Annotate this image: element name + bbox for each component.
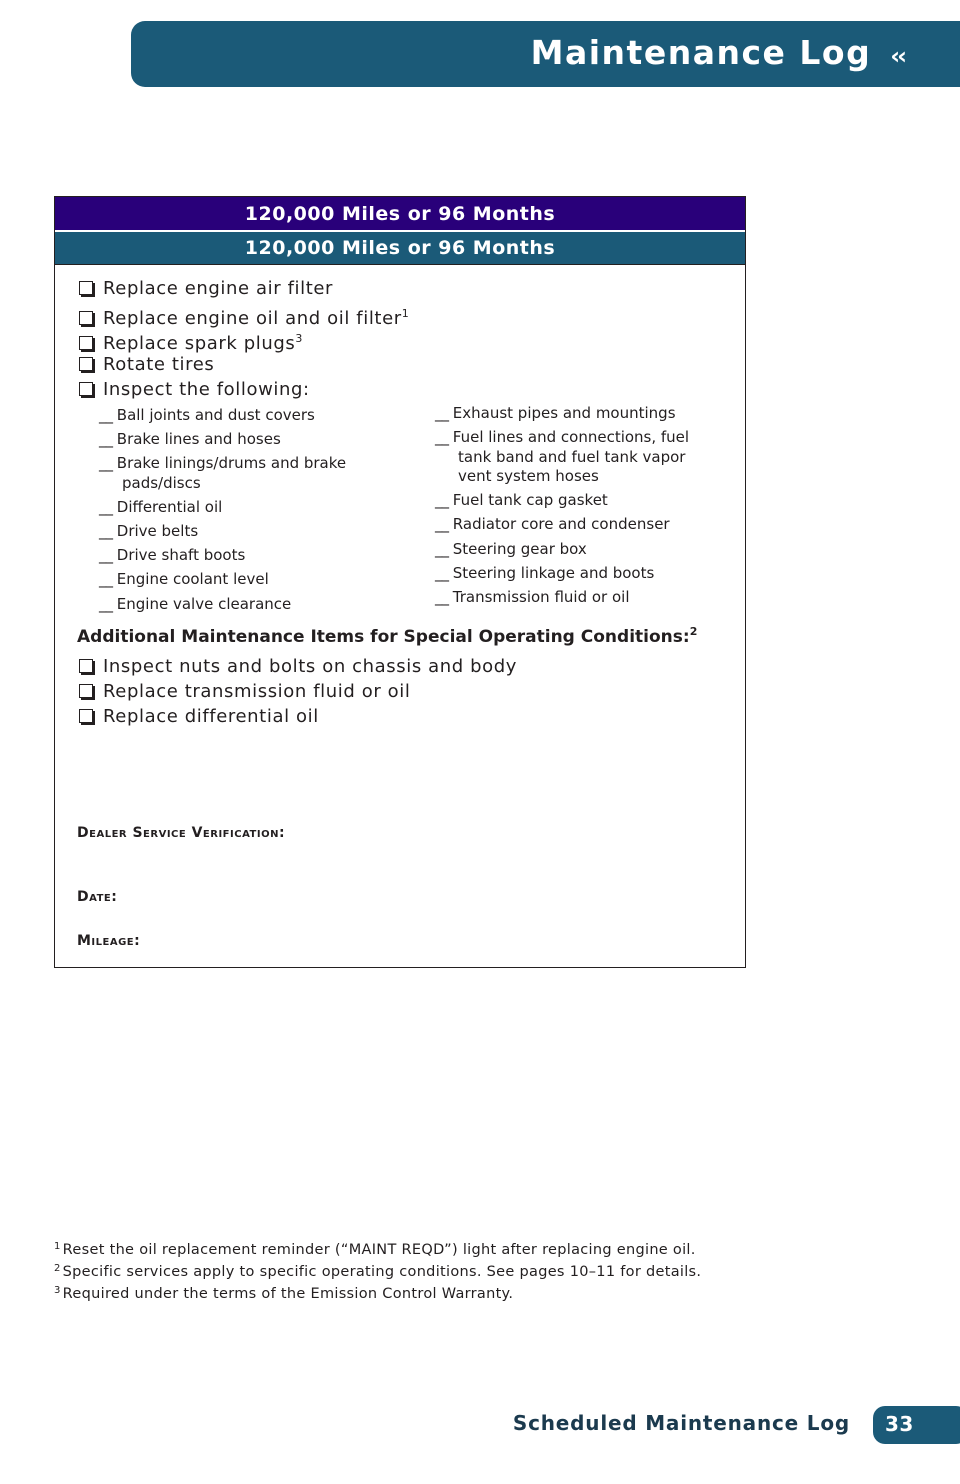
double-chevron-left-icon: ‹‹: [890, 42, 904, 70]
additional-task-item[interactable]: [79, 679, 410, 704]
inspect-item: __ Brake lines and hoses: [99, 430, 281, 448]
page-title: [531, 30, 904, 79]
inspect-item: __ Drive belts: [99, 522, 199, 540]
mileage-label: Mileage:: [77, 933, 141, 949]
checkbox-icon[interactable]: [79, 659, 93, 673]
additional-heading: Additional Maintenance Items for Special Operating Conditions:$^2$: [77, 625, 698, 647]
checkbox-icon[interactable]: [79, 684, 93, 698]
inspect-item: __ Drive shaft boots: [99, 546, 246, 564]
inspect-item: __ Engine coolant level: [99, 570, 269, 588]
footnote: $^3$ Required under the terms of the Emission Control Warranty.: [54, 1285, 514, 1302]
checkbox-icon[interactable]: [79, 281, 93, 295]
task-item[interactable]: [79, 377, 310, 402]
task-label: Rotate tires: [103, 354, 215, 375]
inspect-item: __ Differential oil: [99, 498, 223, 516]
inspect-item: __ Transmission fluid or oil: [435, 588, 630, 606]
additional-task-item[interactable]: [79, 654, 517, 679]
footnote-ref: 3: [295, 332, 303, 345]
task-label: Replace transmission fluid or oil: [103, 681, 411, 702]
task-label: Replace engine air filter: [103, 278, 334, 299]
page-title-text: Maintenance Log: [530, 33, 872, 72]
page-number: 33: [885, 1412, 914, 1436]
task-label: Inspect the following:: [103, 379, 310, 400]
task-item[interactable]: [79, 352, 214, 377]
inspect-item: __ Steering gear box: [435, 540, 587, 558]
checkbox-icon[interactable]: [79, 382, 93, 396]
footnote: $^2$ Specific services apply to specific operating conditions. See pages 10–11 for details.: [54, 1263, 702, 1280]
inspect-item: __ Brake linings/drums and brake pads/discs: [99, 454, 347, 492]
inspect-item: __ Fuel tank cap gasket: [435, 491, 608, 509]
task-label: Inspect nuts and bolts on chassis and body: [103, 656, 518, 677]
footnote-ref: 1: [401, 307, 410, 320]
checkbox-icon[interactable]: [79, 357, 93, 371]
inspect-item: __ Exhaust pipes and mountings: [435, 404, 676, 422]
interval-band-secondary: 120,000 Miles or 96 Months: [55, 232, 745, 265]
dealer-verification-label: Dealer Service Verification:: [77, 825, 286, 841]
checkbox-icon[interactable]: [79, 709, 93, 723]
task-label: Replace engine oil and oil filter: [103, 308, 402, 329]
interval-band-primary: 120,000 Miles or 96 Months: [55, 197, 745, 230]
task-label: Replace spark plugs: [103, 333, 296, 354]
date-label: Date:: [77, 889, 118, 905]
footnote: $^1$ Reset the oil replacement reminder (“MAINT REQD”) light after replacing engine oil.: [54, 1241, 696, 1258]
inspect-item: __ Fuel lines and connections, fuel tank band and fuel tank vapor vent system hoses: [435, 428, 690, 485]
footnote-ref: 2: [689, 625, 698, 638]
task-label: Replace differential oil: [103, 706, 319, 727]
additional-task-item[interactable]: [79, 704, 319, 729]
task-item[interactable]: [79, 276, 333, 301]
maintenance-card: [54, 196, 746, 968]
checkbox-icon[interactable]: [79, 311, 93, 325]
inspect-item: __ Ball joints and dust covers: [99, 406, 315, 424]
checkbox-icon[interactable]: [79, 336, 93, 350]
inspect-item: __ Steering linkage and boots: [435, 564, 655, 582]
inspect-item: __ Radiator core and condenser: [435, 515, 670, 533]
inspect-item: __ Engine valve clearance: [99, 595, 292, 613]
footer-section-label: Scheduled Maintenance Log: [512, 1411, 850, 1435]
